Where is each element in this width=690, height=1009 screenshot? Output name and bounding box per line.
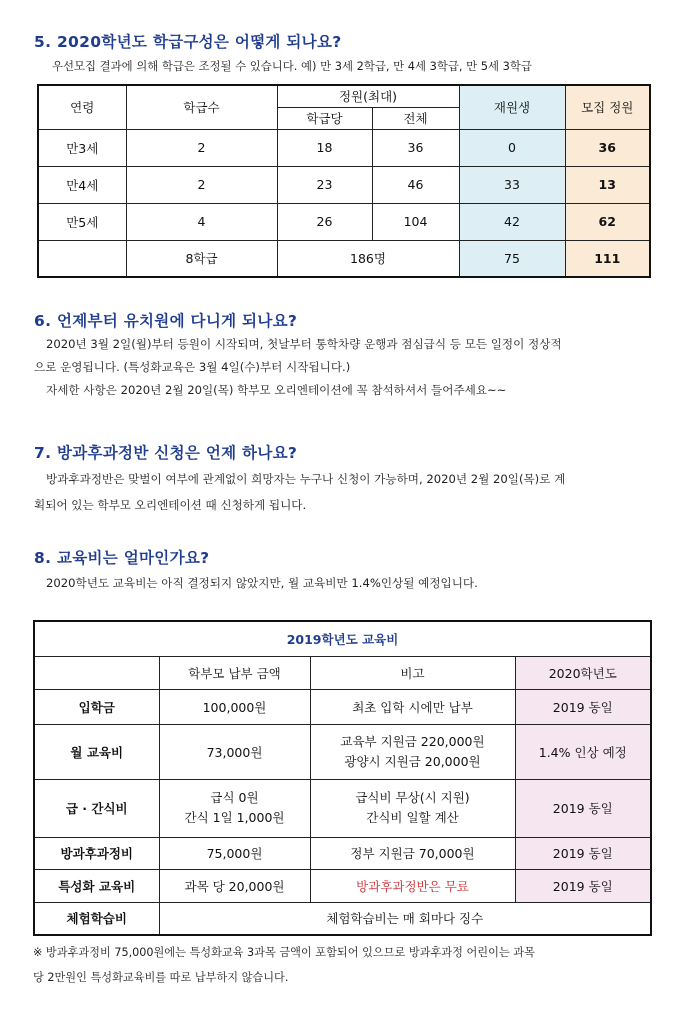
amount-monthly: 73,000원	[159, 724, 310, 779]
header-total: 전체	[372, 107, 459, 129]
cell-recruit: 36	[565, 129, 650, 166]
tuition-table	[33, 620, 652, 936]
note-afterschool: 정부 지원금 70,000원	[310, 837, 515, 869]
cell-recruit: 62	[565, 203, 650, 240]
cell-current: 33	[459, 166, 565, 203]
note-admission: 최초 입학 시에만 납부	[310, 689, 515, 724]
amount-afterschool: 75,000원	[159, 837, 310, 869]
item-meal: 급 · 간식비	[34, 779, 159, 837]
table-row	[38, 203, 650, 240]
header-per-class: 학급당	[277, 107, 372, 129]
note-special: 방과후과정반은 무료	[310, 869, 515, 902]
cell-empty	[38, 240, 126, 277]
header-note: 비고	[310, 656, 515, 689]
footnote-line2: 당 2만원인 특성화교육비를 따로 납부하지 않습니다.	[33, 971, 289, 984]
table-row	[38, 129, 650, 166]
table-row	[34, 689, 651, 724]
section6-line1: 2020년 3월 2일(월)부터 등원이 시작되며, 첫날부터 통학차량 운행과 점심급식 등 모든 일정이 정상적	[46, 337, 562, 351]
cell-per-class: 26	[277, 203, 372, 240]
sum-classes: 8학급	[126, 240, 277, 277]
cell-per-class: 23	[277, 166, 372, 203]
table-row	[34, 869, 651, 902]
section5-note: 우선모집 결과에 의해 학급은 조정될 수 있습니다. 예) 만 3세 2학급, 만 4세 3학급, 만 5세 3학급	[52, 59, 532, 73]
note-experience: 체험학습비는 매 회마다 징수	[159, 902, 651, 935]
cell-total: 36	[372, 129, 459, 166]
note-meal-line2: 간식비 일할 계산	[366, 810, 459, 825]
note-monthly-line1: 교육부 지원금 220,000원	[340, 733, 485, 749]
header-2020: 2020학년도	[515, 656, 651, 689]
cell-current: 42	[459, 203, 565, 240]
item-afterschool: 방과후과정비	[34, 837, 159, 869]
tuition-table-title: 2019학년도 교육비	[34, 621, 651, 656]
cell-total: 46	[372, 166, 459, 203]
header-empty	[34, 656, 159, 689]
item-admission: 입학금	[34, 689, 159, 724]
sum-current: 75	[459, 240, 565, 277]
footnote-line1: ※ 방과후과정비 75,000원에는 특성화교육 3과목 금액이 포함되어 있으므로 방과후과정 어린이는 과목	[33, 946, 535, 959]
amount-meal-line1: 급식 0원	[210, 790, 259, 805]
section8-line1: 2020학년도 교육비는 아직 결정되지 않았지만, 월 교육비만 1.4%인상될 예정입니다.	[46, 576, 478, 590]
table-sum-row	[38, 240, 650, 277]
cell-total: 104	[372, 203, 459, 240]
cell-classes: 2	[126, 166, 277, 203]
cell-age: 만3세	[38, 129, 126, 166]
section7-line2: 획되어 있는 학부모 오리엔테이션 때 신청하게 됩니다.	[34, 498, 307, 512]
header-recruit: 모집 정원	[565, 85, 650, 129]
cell-classes: 2	[126, 129, 277, 166]
cell-classes: 4	[126, 203, 277, 240]
sum-capacity: 186명	[277, 240, 459, 277]
cell-recruit: 13	[565, 166, 650, 203]
table-row	[34, 837, 651, 869]
sum-recruit: 111	[565, 240, 650, 277]
amount-admission: 100,000원	[159, 689, 310, 724]
section6-heading: 6. 언제부터 유치원에 다니게 되나요?	[34, 312, 298, 330]
section6-line2: 으로 운영됩니다. (특성화교육은 3월 4일(수)부터 시작됩니다.)	[34, 360, 351, 374]
y2020-special: 2019 동일	[515, 869, 651, 902]
section6-line3: 자세한 사항은 2020년 2월 20일(목) 학부모 오리엔테이션에 꼭 참석하셔서 들어주세요~~	[46, 383, 507, 397]
amount-meal	[159, 779, 310, 837]
amount-special: 과목 당 20,000원	[159, 869, 310, 902]
cell-age: 만4세	[38, 166, 126, 203]
header-capacity: 정원(최대)	[277, 85, 459, 107]
table-row	[34, 724, 651, 779]
table-row	[34, 779, 651, 837]
section8-heading: 8. 교육비는 얼마인가요?	[34, 549, 210, 567]
section7-heading: 7. 방과후과정반 신청은 언제 하나요?	[34, 444, 298, 462]
header-amount: 학부모 납부 금액	[159, 656, 310, 689]
y2020-admission: 2019 동일	[515, 689, 651, 724]
cell-per-class: 18	[277, 129, 372, 166]
note-meal-line1: 급식비 무상(시 지원)	[355, 790, 470, 805]
item-experience: 체험학습비	[34, 902, 159, 935]
section5-heading: 5. 2020학년도 학급구성은 어떻게 되나요?	[34, 33, 342, 51]
table-row	[34, 902, 651, 935]
item-monthly: 월 교육비	[34, 724, 159, 779]
amount-meal-line2: 간식 1일 1,000원	[184, 810, 285, 825]
section7-line1: 방과후과정반은 맞벌이 여부에 관계없이 희망자는 누구나 신청이 가능하며, 2020년 2월 20일(목)로 계	[46, 472, 566, 486]
header-classes: 학급수	[126, 85, 277, 129]
cell-age: 만5세	[38, 203, 126, 240]
header-current: 재원생	[459, 85, 565, 129]
y2020-afterschool: 2019 동일	[515, 837, 651, 869]
class-composition-table	[37, 84, 651, 278]
cell-current: 0	[459, 129, 565, 166]
y2020-meal: 2019 동일	[515, 779, 651, 837]
note-meal	[310, 779, 515, 837]
note-monthly-line2: 광양시 지원금 20,000원	[344, 753, 481, 769]
table-row	[38, 166, 650, 203]
header-age: 연령	[38, 85, 126, 129]
y2020-monthly: 1.4% 인상 예정	[515, 724, 651, 779]
item-special: 특성화 교육비	[34, 869, 159, 902]
note-monthly	[310, 724, 515, 779]
